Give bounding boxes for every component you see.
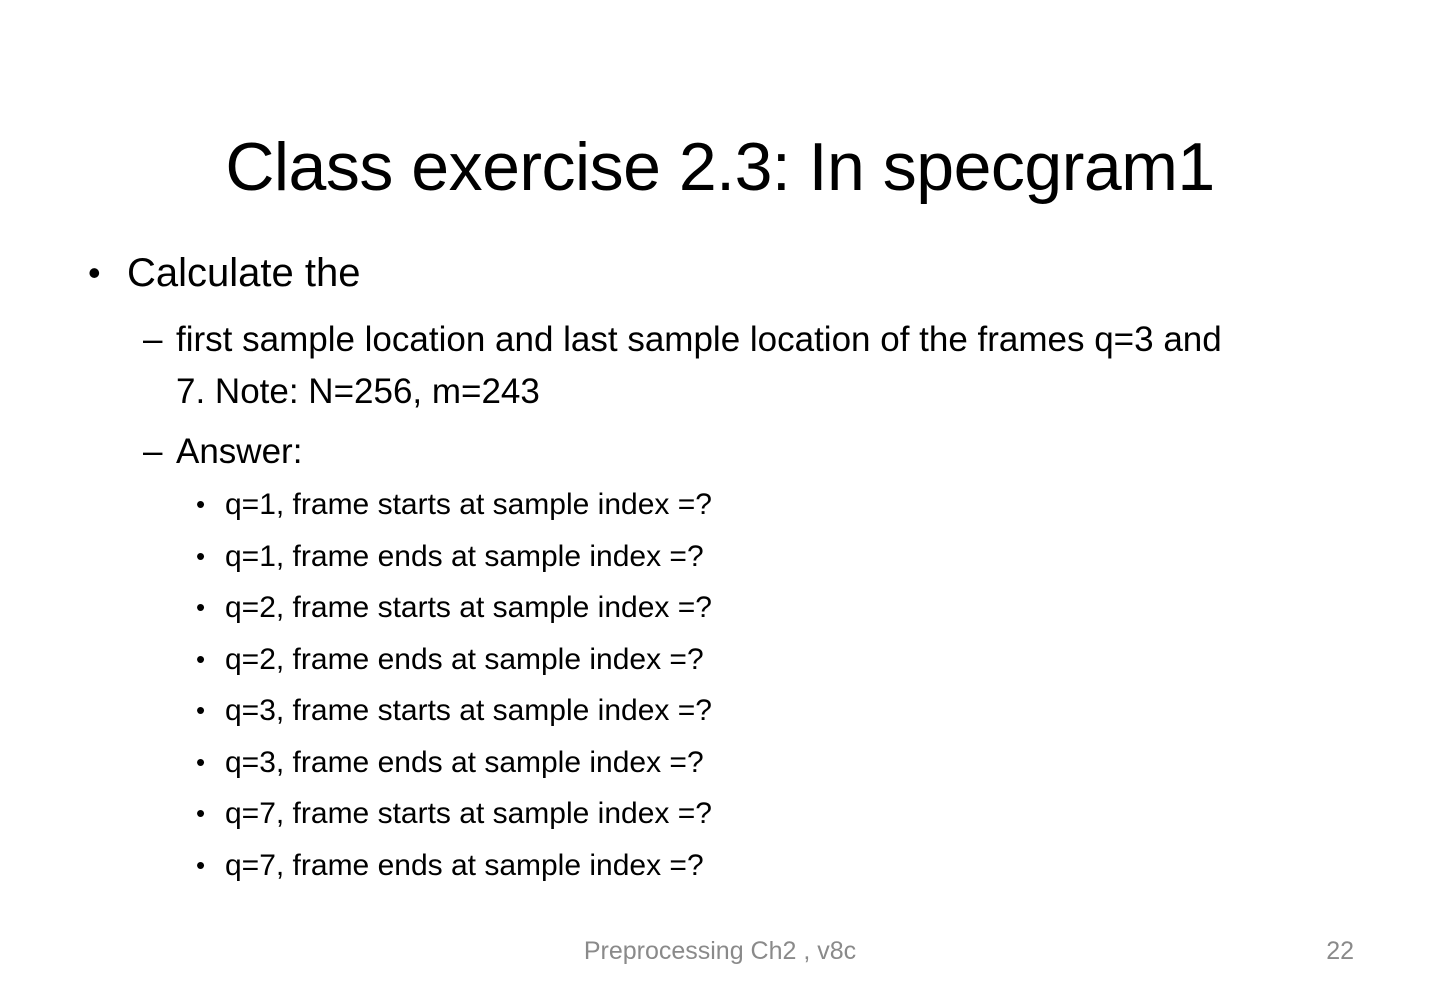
list-item-label: q=1, frame ends at sample index =? <box>225 539 704 573</box>
bullet-item-label: Calculate the <box>127 251 361 295</box>
dash-icon: – <box>143 432 163 471</box>
bullet-item-level2-answer <box>0 426 302 478</box>
footer-text: Preprocessing Ch2 , v8c <box>583 937 857 965</box>
list-item-label: q=1, frame starts at sample index =? <box>225 488 712 521</box>
slide-title: Class exercise 2.3: In specgram1 <box>225 128 1215 205</box>
list-item-label: q=2, frame ends at sample index =? <box>225 642 704 676</box>
answer-list <box>196 479 712 891</box>
bullet-icon: • <box>196 489 206 519</box>
page-number: 22 <box>1326 937 1354 965</box>
list-item <box>196 479 712 531</box>
bullet-item-level1 <box>0 248 360 298</box>
list-item <box>196 737 712 789</box>
bullet-item-label <box>176 314 1222 418</box>
bullet-icon: • <box>196 540 206 571</box>
question-line-2: 7. Note: N=256, m=243 <box>176 372 540 411</box>
bullet-icon: • <box>196 643 206 674</box>
list-item <box>196 788 712 840</box>
bullet-item-label: Answer: <box>176 432 303 471</box>
list-item-label: q=7, frame starts at sample index =? <box>225 797 712 830</box>
question-line-1: first sample location and last sample location of the frames q=3 and <box>176 320 1222 359</box>
list-item <box>196 634 712 686</box>
bullet-icon: • <box>196 695 206 725</box>
list-item <box>196 582 712 634</box>
list-item <box>196 531 712 583</box>
list-item <box>196 685 712 737</box>
bullet-icon: • <box>88 252 101 293</box>
bullet-icon: • <box>196 592 206 622</box>
list-item <box>196 840 712 892</box>
bullet-icon: • <box>196 798 206 828</box>
list-item-label: q=2, frame starts at sample index =? <box>225 591 712 624</box>
dash-icon: – <box>143 320 163 359</box>
list-item-label: q=3, frame starts at sample index =? <box>225 694 712 727</box>
list-item-label: q=3, frame ends at sample index =? <box>225 745 704 779</box>
bullet-item-level2-question <box>0 314 1222 418</box>
bullet-icon: • <box>196 746 206 777</box>
list-item-label: q=7, frame ends at sample index =? <box>225 848 704 882</box>
bullet-icon: • <box>196 849 206 880</box>
